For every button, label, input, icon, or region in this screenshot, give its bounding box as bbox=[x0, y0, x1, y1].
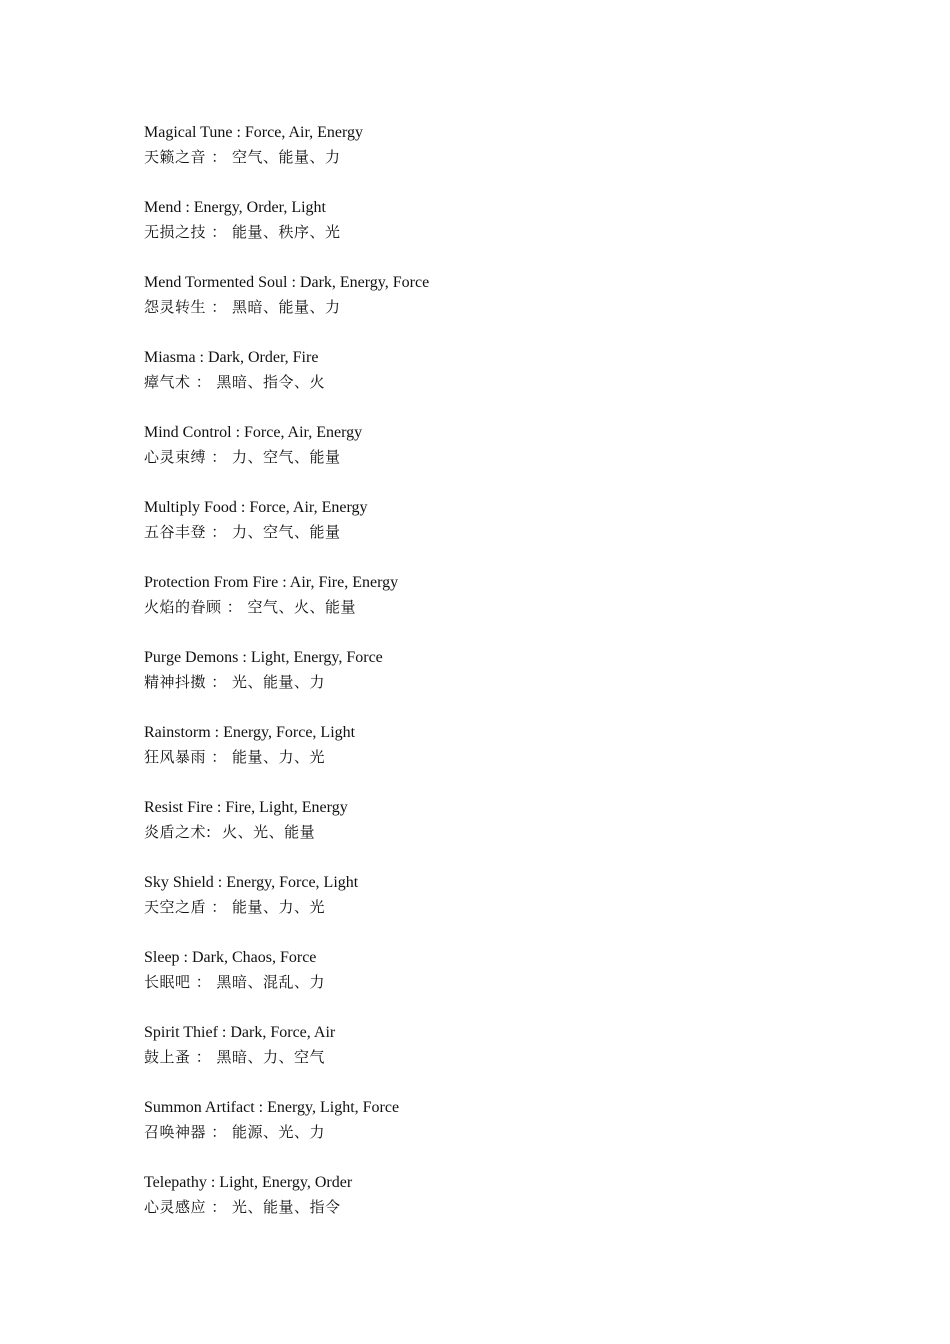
spell-chinese: 心灵束缚 ： 力、空气、能量 bbox=[144, 448, 341, 466]
spell-entry bbox=[144, 872, 844, 947]
spell-entry bbox=[144, 647, 844, 722]
spell-english: Magical Tune : Force, Air, Energy bbox=[144, 124, 364, 141]
spell-entry bbox=[144, 572, 844, 647]
spell-english: Mind Control : Force, Air, Energy bbox=[144, 424, 363, 441]
spell-entry bbox=[144, 122, 844, 197]
spell-entry bbox=[144, 197, 844, 272]
spell-chinese: 狂风暴雨 ： 能量、力、光 bbox=[144, 748, 326, 766]
spell-chinese: 鼓上蚤 ： 黑暗、力、空气 bbox=[144, 1048, 326, 1066]
spell-entry bbox=[144, 947, 844, 1022]
spell-english: Sky Shield : Energy, Force, Light bbox=[144, 874, 359, 891]
spell-english: Telepathy : Light, Energy, Order bbox=[144, 1174, 353, 1191]
spell-english: Rainstorm : Energy, Force, Light bbox=[144, 724, 356, 741]
spell-chinese: 怨灵转生 ： 黑暗、能量、力 bbox=[144, 298, 341, 316]
spell-entry bbox=[144, 272, 844, 347]
spell-english: Summon Artifact : Energy, Light, Force bbox=[144, 1099, 400, 1116]
spell-entry bbox=[144, 1022, 844, 1097]
spell-chinese: 精神抖擞 ： 光、能量、力 bbox=[144, 673, 326, 691]
spell-english: Multiply Food : Force, Air, Energy bbox=[144, 499, 368, 516]
spell-list bbox=[144, 122, 844, 1247]
spell-entry bbox=[144, 497, 844, 572]
spell-entry bbox=[144, 1097, 844, 1172]
spell-english: Mend : Energy, Order, Light bbox=[144, 199, 326, 216]
spell-chinese: 心灵感应 ： 光、能量、指令 bbox=[144, 1198, 341, 1216]
spell-chinese: 召唤神器 ： 能源、光、力 bbox=[144, 1123, 326, 1141]
spell-chinese: 瘴气术 ： 黑暗、指令、火 bbox=[144, 373, 326, 391]
spell-chinese: 炎盾之术: 火、光、能量 bbox=[144, 823, 316, 841]
spell-chinese: 火焰的眷顾 ： 空气、火、能量 bbox=[144, 598, 357, 616]
spell-english: Sleep : Dark, Chaos, Force bbox=[144, 949, 317, 966]
spell-english: Mend Tormented Soul : Dark, Energy, Force bbox=[144, 274, 430, 291]
spell-entry bbox=[144, 422, 844, 497]
spell-chinese: 天空之盾 ： 能量、力、光 bbox=[144, 898, 326, 916]
spell-english: Spirit Thief : Dark, Force, Air bbox=[144, 1024, 336, 1041]
spell-english: Protection From Fire : Air, Fire, Energy bbox=[144, 574, 399, 591]
spell-entry bbox=[144, 1172, 844, 1247]
spell-chinese: 天籁之音 ： 空气、能量、力 bbox=[144, 148, 341, 166]
spell-chinese: 长眠吧 ： 黑暗、混乱、力 bbox=[144, 973, 326, 991]
spell-chinese: 五谷丰登 ： 力、空气、能量 bbox=[144, 523, 341, 541]
spell-english: Resist Fire : Fire, Light, Energy bbox=[144, 799, 348, 816]
spell-english: Purge Demons : Light, Energy, Force bbox=[144, 649, 383, 666]
spell-english: Miasma : Dark, Order, Fire bbox=[144, 349, 319, 366]
spell-entry bbox=[144, 722, 844, 797]
spell-chinese: 无损之技 ： 能量、秩序、光 bbox=[144, 223, 341, 241]
spell-entry bbox=[144, 797, 844, 872]
spell-entry bbox=[144, 347, 844, 422]
